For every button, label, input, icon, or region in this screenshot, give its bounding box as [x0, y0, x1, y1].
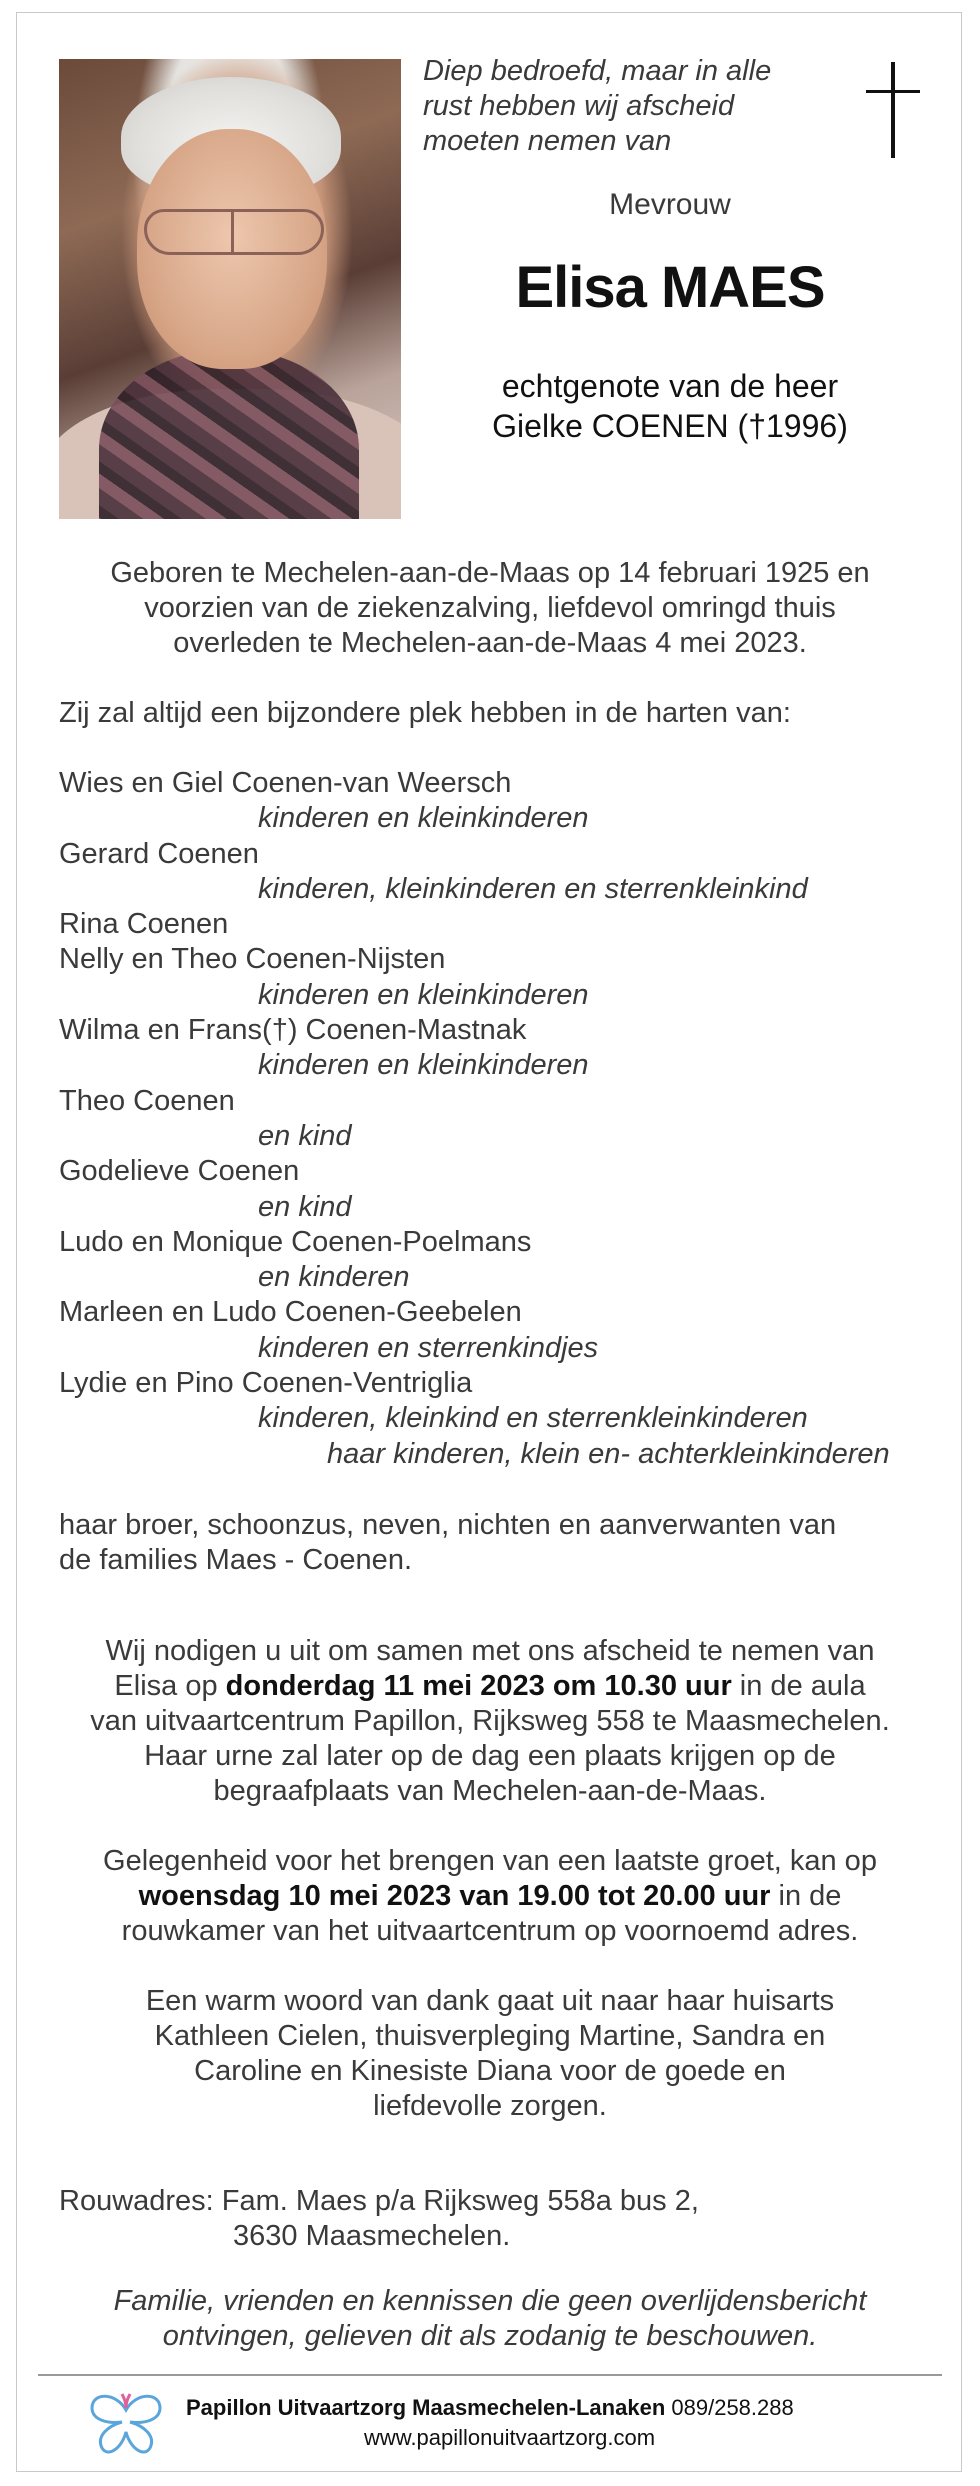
invite-line	[40, 1669, 940, 1704]
company-website: www.papillonuitvaartzorg.com	[364, 2425, 656, 2450]
address-line: 3630 Maasmechelen.	[233, 2220, 511, 2252]
family-name: Wilma en Frans(†) Coenen-Mastnak	[59, 1014, 527, 1047]
family-descendants: en kind	[258, 1119, 352, 1152]
invite-line: Wij nodigen u uit om samen met ons afscheid te nemen van	[105, 1635, 875, 1667]
invite-line: van uitvaartcentrum Papillon, Rijksweg 558 te Maasmechelen.	[90, 1705, 890, 1737]
cross-icon	[866, 62, 920, 158]
funeral-home-info	[186, 2393, 926, 2453]
birth-death-text: Geboren te Mechelen-aan-de-Maas op 14 februari 1925 en voorzien van de ziekenzalving, liefdevol omringd thuis overleden te Mechelen-aan-de-Maas 4 mei 2023.	[110, 557, 870, 659]
hearts-intro: Zij zal altijd een bijzondere plek hebben in de harten van:	[59, 697, 791, 729]
funeral-invitation	[40, 1634, 940, 1809]
relatives-text: haar broer, schoonzus, neven, nichten en aanverwanten van de families Maes - Coenen.	[59, 1509, 837, 1576]
invite-text: in de aula	[731, 1670, 866, 1702]
family-descendants: kinderen en kleinkinderen	[258, 1049, 589, 1082]
family-descendants: kinderen, kleinkind en sterrenkleinkinderen	[258, 1402, 808, 1435]
family-name: Godelieve Coenen	[59, 1155, 300, 1188]
thanks-text	[40, 1984, 940, 2124]
thanks-line: Een warm woord van dank gaat uit naar haar huisarts	[145, 1985, 835, 2017]
family-descendants: kinderen, kleinkinderen en sterrenkleinkind	[258, 872, 808, 905]
visitation-datetime: woensdag 10 mei 2023 van 19.00 tot 20.00 uur	[138, 1880, 771, 1912]
salutation: Mevrouw	[609, 188, 731, 221]
family-descendants: kinderen en kleinkinderen	[258, 978, 589, 1011]
invite-line: begraafplaats van Mechelen-aan-de-Maas.	[213, 1775, 767, 1807]
visit-line	[40, 1879, 940, 1914]
family-descendants: haar kinderen, klein en- achterkleinkinderen	[327, 1437, 890, 1470]
visit-line: rouwkamer van het uitvaartcentrum op voornoemd adres.	[121, 1915, 859, 1947]
spouse-line: echtgenote van de heer Gielke COENEN (†1996)	[492, 368, 848, 444]
company-phone: 089/258.288	[671, 2395, 794, 2420]
family-name: Theo Coenen	[59, 1084, 235, 1117]
notice-text: Familie, vrienden en kennissen die geen overlijdensbericht ontvingen, gelieven dit als zodanig te beschouwen.	[113, 2285, 867, 2352]
invite-line: Haar urne zal later op de dag een plaats krijgen op de	[144, 1740, 836, 1772]
thanks-line: liefdevolle zorgen.	[373, 2090, 607, 2122]
visit-line: Gelegenheid voor het brengen van een laatste groet, kan op	[103, 1845, 877, 1877]
thanks-line: Caroline en Kinesiste Diana voor de goede en	[194, 2055, 786, 2087]
invite-text: Elisa op	[114, 1670, 226, 1702]
butterfly-logo-icon	[86, 2388, 166, 2458]
family-descendants: en kind	[258, 1190, 352, 1223]
family-name: Marleen en Ludo Coenen-Geebelen	[59, 1296, 522, 1329]
family-name: Gerard Coenen	[59, 837, 259, 870]
deceased-name: Elisa MAES	[515, 255, 825, 320]
family-name: Nelly en Theo Coenen-Nijsten	[59, 943, 446, 976]
ceremony-datetime: donderdag 11 mei 2023 om 10.30 uur	[225, 1670, 732, 1702]
visit-text: in de	[770, 1880, 842, 1912]
family-name: Wies en Giel Coenen-van Weersch	[59, 767, 512, 799]
address-line: Rouwadres: Fam. Maes p/a Rijksweg 558a bus 2,	[59, 2185, 699, 2217]
intro-text: Diep bedroefd, maar in alle rust hebben wij afscheid moeten nemen van	[423, 55, 772, 157]
family-descendants: kinderen en sterrenkindjes	[258, 1331, 599, 1364]
footer-divider	[38, 2374, 942, 2376]
visitation-info	[40, 1844, 940, 1949]
portrait-photo	[59, 59, 401, 519]
family-list	[59, 766, 939, 1472]
thanks-line: Kathleen Cielen, thuisverpleging Martine, Sandra en	[154, 2020, 826, 2052]
family-name: Rina Coenen	[59, 908, 229, 941]
family-descendants: en kinderen	[258, 1261, 410, 1294]
company-name: Papillon Uitvaartzorg Maasmechelen-Lanaken	[186, 2395, 666, 2420]
family-name: Ludo en Monique Coenen-Poelmans	[59, 1225, 532, 1258]
company-line	[186, 2393, 926, 2423]
mourning-address	[59, 2184, 939, 2254]
family-descendants: kinderen en kleinkinderen	[258, 802, 589, 835]
family-name: Lydie en Pino Coenen-Ventriglia	[59, 1367, 473, 1400]
